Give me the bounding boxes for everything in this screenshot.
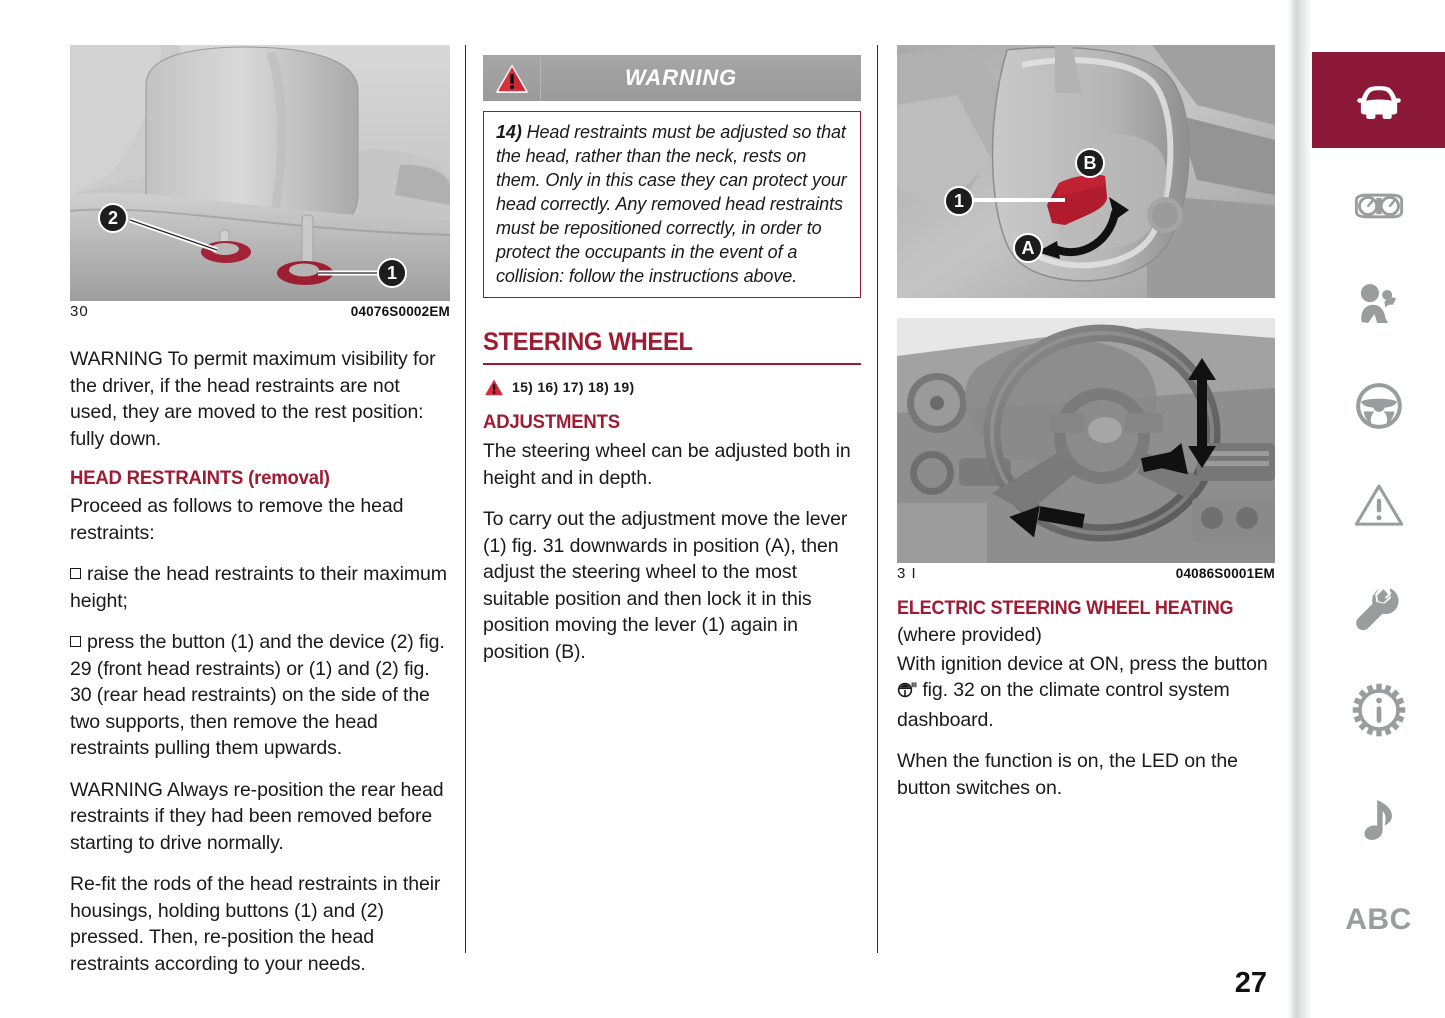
figure-callout-1: 1 — [377, 258, 407, 288]
figure-code: 04086S0001EM — [1175, 566, 1275, 581]
warning-title: WARNING — [625, 65, 737, 90]
figure-30 — [70, 45, 450, 320]
adjustments-paragraph-2: To carry out the adjustment move the lever (1) fig. 31 downwards in position (A), then adjust the steering wheel to the most suitable position and then lock it in this position moving the lever (1) again in position (B). — [483, 508, 848, 663]
steering-wheel-dashboard-photo — [897, 318, 1275, 563]
car-icon — [1350, 71, 1408, 129]
heated-wheel-button-icon — [897, 680, 917, 707]
music-note-icon — [1350, 791, 1408, 849]
heating-paragraph-1-after: fig. 32 on the climate control system dashboard. — [897, 679, 1230, 731]
figure-number: 3 I — [897, 565, 917, 582]
heating-paragraph-1-before: With ignition device at ON, press the button — [897, 652, 1268, 675]
figure-31-wheel — [897, 318, 1275, 582]
column-divider-right — [877, 45, 878, 953]
sidebar-item-safety[interactable] — [1312, 256, 1445, 352]
warning-block — [483, 55, 861, 298]
warning-note-box — [483, 111, 861, 298]
reference-note-line — [483, 377, 861, 397]
chapter-sidebar — [1288, 0, 1445, 1018]
dashboard-gauges-icon — [1350, 177, 1408, 235]
figure-number: 30 — [70, 303, 89, 320]
sidebar-item-emergency[interactable] — [1312, 562, 1445, 658]
warning-visibility-paragraph: WARNING To permit maximum visibility for the driver, if the head restraints are not used, they are moved to the rest position: fully down. — [70, 348, 436, 450]
where-provided-note: (where provided) — [897, 624, 1042, 646]
removal-intro-paragraph: Proceed as follows to remove the head restraints: — [70, 495, 404, 544]
figure-31-lever — [897, 45, 1275, 298]
sidebar-item-maintenance[interactable] — [1312, 662, 1445, 758]
sidebar-item-car[interactable] — [1312, 52, 1445, 148]
adjustments-paragraph-1: The steering wheel can be adjusted both in height and in depth. — [483, 440, 851, 489]
steering-wheel-section-title: STEERING WHEEL — [483, 328, 693, 356]
removal-bullet-2-text: press the button (1) and the device (2) fig. 29 (front head restraints) or (1) and (2) fig. 30 (rear head restraints) on the side of the two supports, then remove the head restraints pulling them upwards. — [70, 631, 445, 759]
warning-reposition-paragraph: WARNING Always re-position the rear head restraints if they had been removed before starting to drive normally. — [70, 778, 444, 854]
removal-bullet-1 — [70, 561, 450, 614]
sidebar-item-dashboard[interactable] — [1312, 158, 1445, 254]
removal-bullet-2 — [70, 629, 450, 762]
figure-code: 04076S0002EM — [350, 304, 450, 319]
left-column — [70, 0, 450, 992]
heating-paragraph-1 — [897, 651, 1275, 734]
sidebar-item-multimedia[interactable] — [1312, 772, 1445, 868]
warning-header-bar — [483, 55, 861, 101]
safety-airbag-icon — [1350, 275, 1408, 333]
warning-triangle-icon — [1350, 477, 1408, 535]
warning-triangle-icon — [483, 377, 505, 397]
figure-callout-a: A — [1013, 233, 1043, 263]
adjustments-heading: ADJUSTMENTS — [483, 411, 620, 433]
steering-column-lever-photo — [897, 45, 1275, 298]
sidebar-item-warnings[interactable] — [1312, 458, 1445, 554]
rear-head-restraint-photo — [70, 45, 450, 301]
sidebar-item-steering[interactable] — [1312, 358, 1445, 454]
figure-callout-2: 2 — [98, 203, 128, 233]
wrench-icon — [1350, 581, 1408, 639]
page-number: 27 — [1234, 967, 1267, 999]
warning-note-ref: 14) — [496, 122, 522, 142]
warning-triangle-icon — [483, 55, 541, 101]
gear-info-icon — [1350, 681, 1408, 739]
section-rule — [483, 363, 861, 365]
electric-steering-heating-heading: ELECTRIC STEERING WHEEL HEATING — [897, 598, 1234, 619]
sidebar-item-abc-index[interactable] — [1312, 872, 1445, 968]
refit-rods-paragraph: Re-fit the rods of the head restraints in their housings, holding buttons (1) and (2) pressed. Then, re-position the head restraints according to your needs. — [70, 873, 441, 975]
figure-caption — [897, 565, 1275, 582]
head-restraints-removal-heading: HEAD RESTRAINTS (removal) — [70, 467, 330, 489]
removal-bullet-1-text: raise the head restraints to their maximum height; — [70, 563, 447, 612]
column-divider-left — [465, 45, 466, 953]
sidebar-edge-shadow — [1288, 0, 1312, 1018]
warning-note-text — [496, 120, 850, 288]
steering-wheel-icon — [1350, 377, 1408, 435]
heating-paragraph-2: When the function is on, the LED on the button switches on. — [897, 750, 1238, 799]
reference-numbers: 15) 16) 17) 18) 19) — [512, 379, 635, 395]
right-column — [897, 0, 1275, 816]
figure-callout-1: 1 — [944, 186, 974, 216]
middle-column — [483, 0, 861, 680]
warning-note-body: Head restraints must be adjusted so that the head, rather than the neck, rests on them. Only in this case they can protect your head correctly. Any removed head restraints must be repositioned correctly, in order to protect the occupants in the event of a collision: follow the instructions above. — [496, 122, 847, 286]
figure-callout-b: B — [1075, 148, 1105, 178]
bullet-square-icon — [70, 568, 81, 579]
figure-caption — [70, 303, 450, 320]
abc-index-label: ABC — [1345, 903, 1412, 936]
bullet-square-icon — [70, 636, 81, 647]
